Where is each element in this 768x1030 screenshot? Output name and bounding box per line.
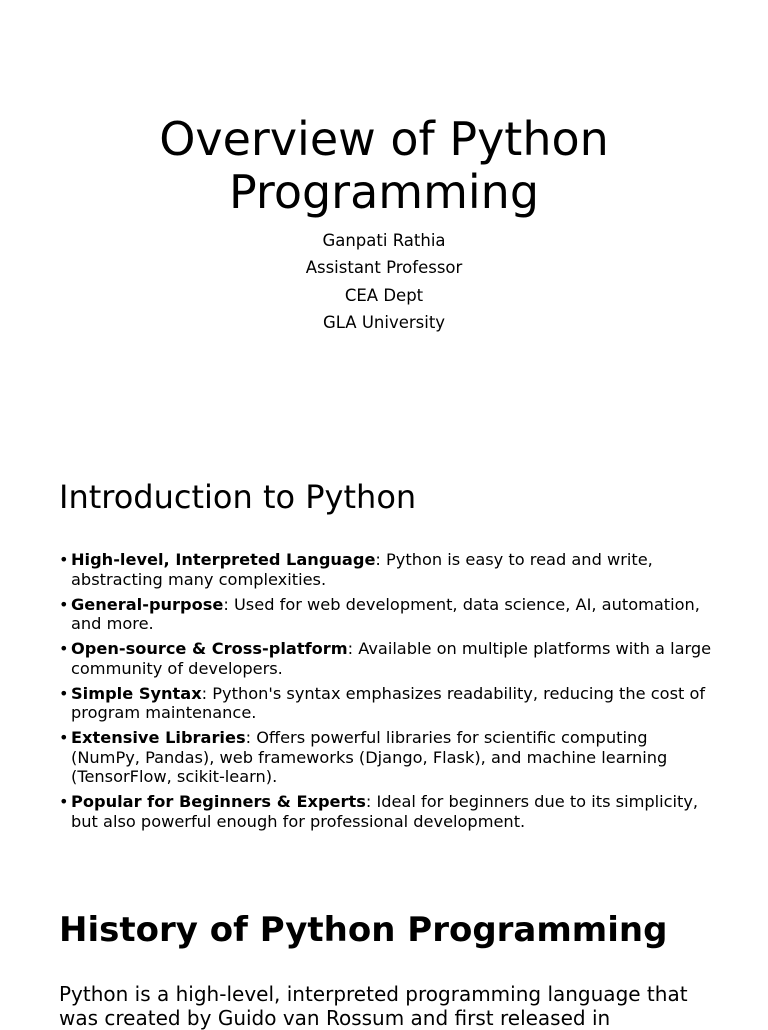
bullet-text: : Ideal for beginners due to its simplicity, but also powerful enough for professional development. xyxy=(71,792,699,831)
intro-heading: Introduction to Python xyxy=(59,478,417,516)
bullet-item xyxy=(59,639,719,678)
bullet-term: Extensive Libraries xyxy=(71,728,246,747)
bullet-term: Simple Syntax xyxy=(71,683,202,703)
history-paragraph: Python is a high-level, interpreted programming language that was created by Guido van Rossum and first released in xyxy=(59,982,688,1030)
author-position: Assistant Professor xyxy=(305,258,463,278)
title-line-2: Programming xyxy=(228,165,540,219)
bullet-icon: • xyxy=(59,792,69,811)
bullet-item xyxy=(59,550,719,589)
bullet-term: General-purpose xyxy=(71,594,224,614)
author-department: CEA Dept xyxy=(344,285,424,305)
author-name: Ganpati Rathia xyxy=(322,231,446,250)
intro-bullet-list xyxy=(59,550,719,837)
bullet-icon: • xyxy=(59,594,69,614)
bullet-icon: • xyxy=(59,683,69,703)
bullet-text: : Offers powerful libraries for scientific computing (NumPy, Pandas), web frameworks (Django, Flask), and machine learning (TensorFlow, scikit-learn). xyxy=(71,728,668,786)
bullet-text: : Python is easy to read and write, abstracting many complexities. xyxy=(71,550,653,589)
bullet-icon: • xyxy=(59,639,69,658)
bullet-text: : Available on multiple platforms with a large community of developers. xyxy=(71,639,712,678)
bullet-item xyxy=(59,792,719,831)
bullet-icon: • xyxy=(59,728,69,747)
bullet-text: : Python's syntax emphasizes readability, reducing the cost of program maintenance. xyxy=(71,683,706,722)
bullet-term: Popular for Beginners & Experts xyxy=(71,792,366,811)
bullet-text: : Used for web development, data science, AI, automation, and more. xyxy=(71,594,700,633)
bullet-icon: • xyxy=(59,550,69,569)
bullet-term: High-level, Interpreted Language xyxy=(71,550,376,569)
bullet-term: Open-source & Cross-platform xyxy=(71,639,348,658)
bullet-item xyxy=(59,728,719,787)
history-heading: History of Python Programming xyxy=(59,910,668,950)
bullet-item xyxy=(59,595,719,634)
bullet-item xyxy=(59,684,719,723)
author-info xyxy=(0,227,768,337)
presentation-title xyxy=(0,113,768,219)
author-university: GLA University xyxy=(322,313,446,333)
title-line-1: Overview of Python xyxy=(159,112,609,166)
